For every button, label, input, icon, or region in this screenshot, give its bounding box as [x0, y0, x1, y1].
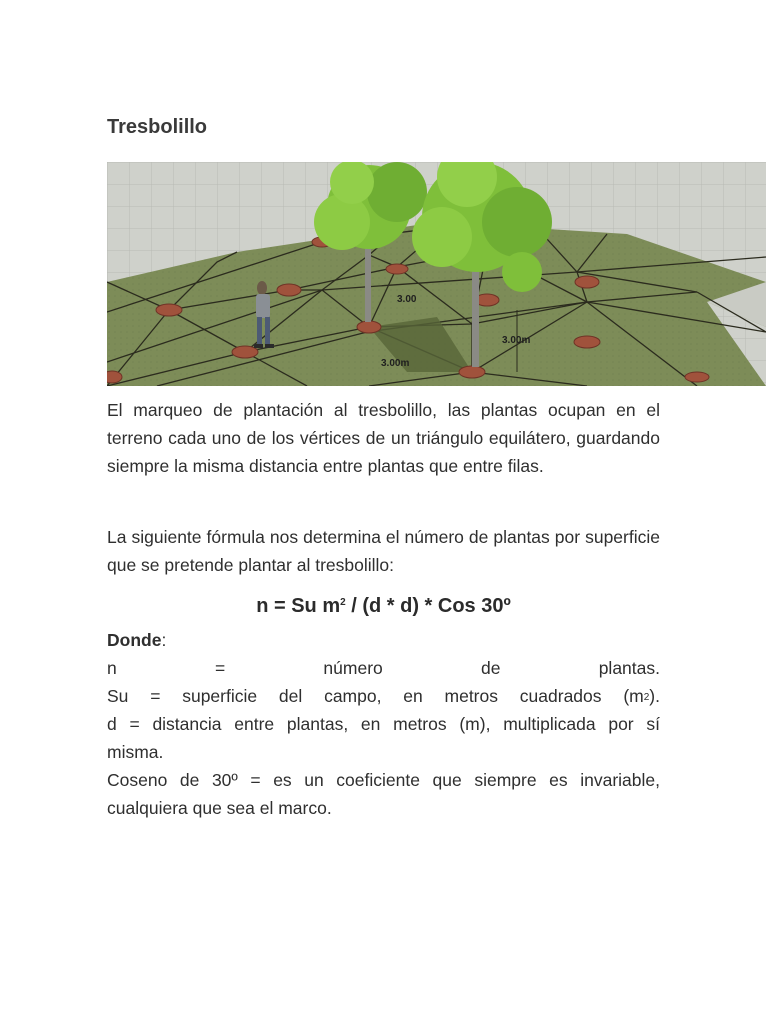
definition-d: d = distancia entre plantas, en metros (m), multiplicada por sí [107, 714, 660, 734]
definitions [107, 626, 660, 822]
definition-n: n = número de plantas. [107, 658, 660, 678]
figure-label-2: 3.00m [502, 335, 531, 346]
page-title: Tresbolillo [107, 116, 208, 138]
formula-intro-paragraph: La siguiente fórmula nos determina el número de plantas por superficie que se pretende plantar al tresbolillo: [107, 527, 660, 575]
definition-su: Su = superficie del campo, en metros cuadrados $(m^2)$. [107, 686, 660, 706]
definition-d-cont: misma. [107, 742, 164, 762]
intro-paragraph: El marqueo de plantación al tresbolillo, las plantas ocupan en el terreno cada uno de los vértices de un triángulo equilátero, guardando siempre la misma distancia entre plantas que entre filas. [107, 400, 660, 476]
figure-label-3: 3.00m [381, 358, 410, 369]
tresbolillo-figure [107, 162, 766, 386]
formula: n = Su $m^2 / (d * d)$ * Cos 30º [256, 595, 511, 617]
definition-cos-cont: cualquiera que sea el marco. [107, 798, 332, 818]
definition-cos: Coseno de 30º = es un coeficiente que siempre es invariable, [107, 770, 660, 790]
figure-label-1: 3.00 [397, 294, 417, 305]
donde-heading: Donde: [107, 630, 167, 650]
